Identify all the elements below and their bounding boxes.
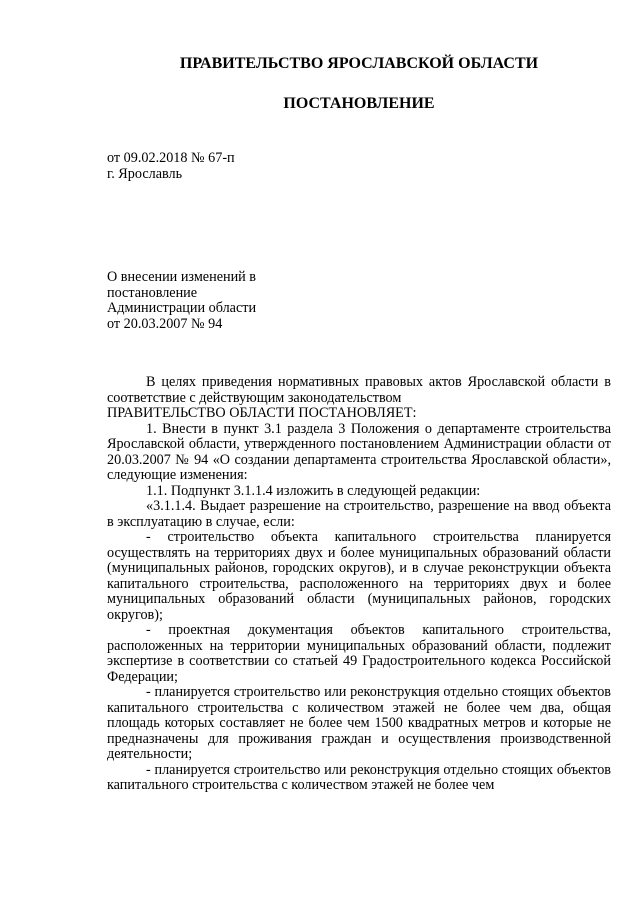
body-paragraph: - планируется строительство или реконструкция отдельно стоящих объектов капитального строительства с количеством этажей не более чем два, общая площадь которых составляет не более чем 1500 квадратных метров и которые не предназначены для проживания граждан и осуществления производственной деятельности; [107,684,611,762]
subject-line: от 20.03.2007 № 94 [107,315,223,332]
subject-line: постановление [107,284,198,301]
body-paragraph: - планируется строительство или реконструкция отдельно стоящих объектов капитального строительства с количеством этажей не более чем [107,761,611,793]
body-paragraph: - проектная документация объектов капитального строительства, расположенных на территории муниципальных образований области, подлежит экспертизе в соответствии со статьей 49 Градостроительного кодекса Российской Федерации; [107,622,611,685]
date-number: от 09.02.2018 № 67-п [107,150,235,166]
resolution-statement: ПРАВИТЕЛЬСТВО ОБЛАСТИ ПОСТАНОВЛЯЕТ: [107,405,417,421]
body-paragraph: В целях приведения нормативных правовых актов Ярославской области в соответствие с действующим законодательством [107,374,611,406]
document-type-title: ПОСТАНОВЛЕНИЕ [283,95,435,112]
body-paragraph: 1. Внести в пункт 3.1 раздела 3 Положения о департаменте строительства Ярославской области, утвержденного постановлением Администрации области от 20.03.2007 № 94 «О создании департамента строительства Ярославской области», следующие изменения: [107,420,611,483]
body-paragraph: 1.1. Подпункт 3.1.1.4 изложить в следующей редакции: [146,482,481,499]
city: г. Ярославль [107,165,183,182]
subject-line: О внесении изменений в [107,269,257,285]
subject-line: Администрации области [107,300,257,316]
document-subject [107,270,407,332]
body-paragraph: - строительство объекта капитального строительства планируется осуществлять на территориях двух и более муниципальных образований области (муниципальных районов, городских округов), и в случае реконструкции объекта капитального строительства, расположенного на территориях двух и более муниципальных образований области (муниципальных районов, городских округов); [107,529,611,623]
document-meta [107,151,407,182]
government-title: ПРАВИТЕЛЬСТВО ЯРОСЛАВСКОЙ ОБЛАСТИ [179,55,539,72]
document-body [107,375,611,794]
body-paragraph: «3.1.1.4. Выдает разрешение на строительство, разрешение на ввод объекта в эксплуатацию в случае, если: [107,498,611,530]
